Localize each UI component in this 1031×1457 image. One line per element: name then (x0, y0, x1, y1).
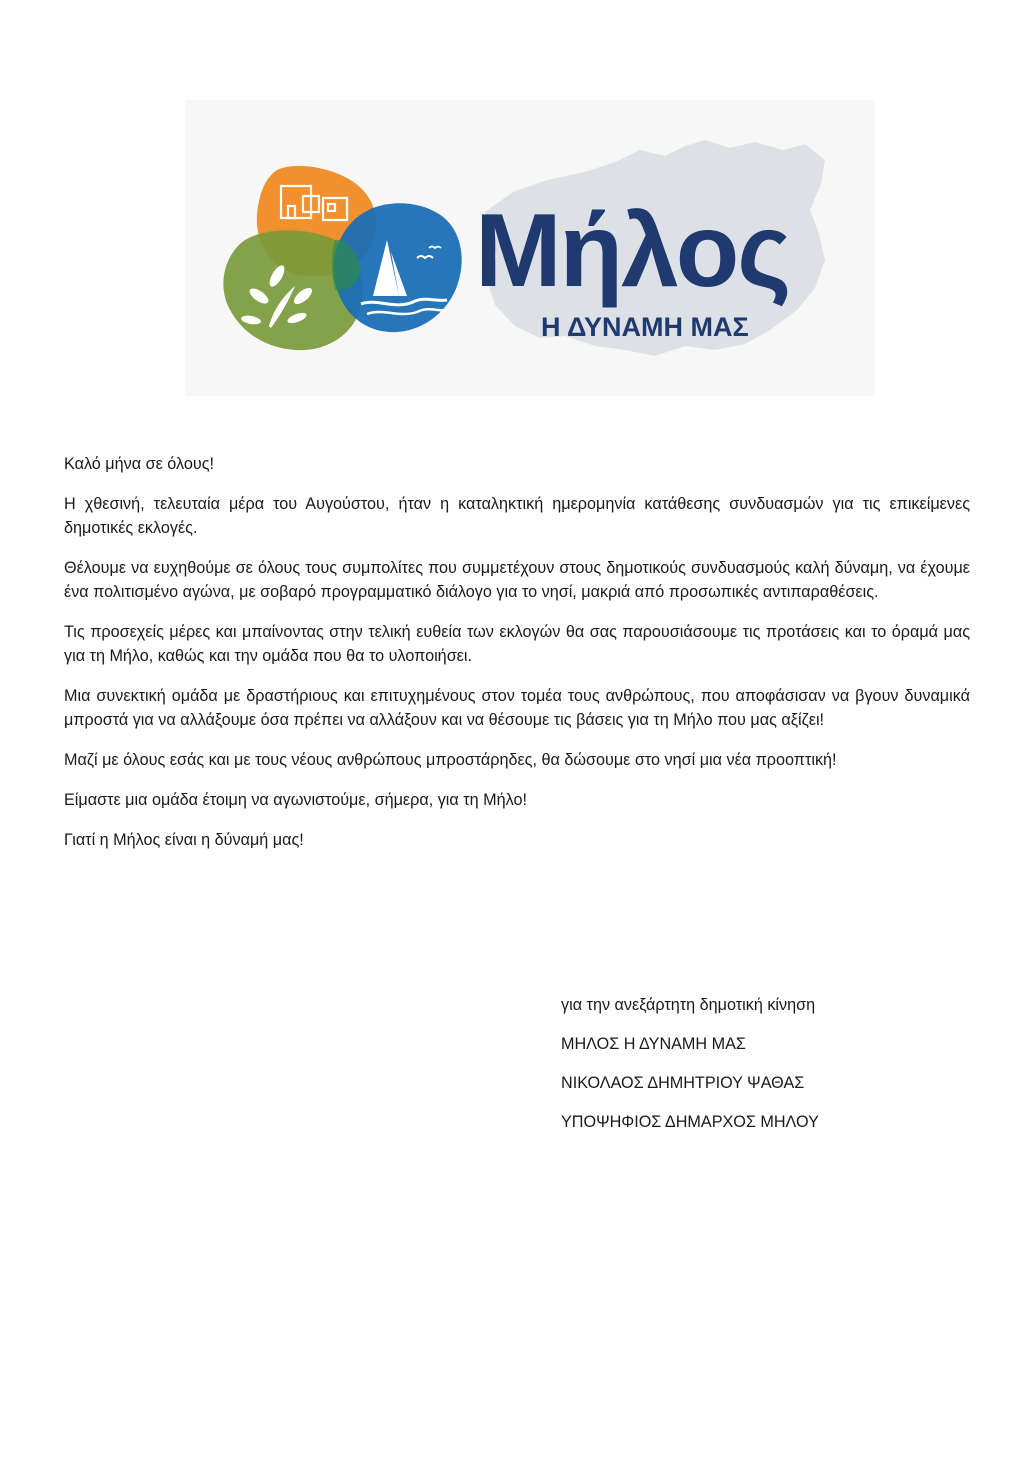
paragraph: Είμαστε μια ομάδα έτοιμη να αγωνιστούμε, σήμερα, για τη Μήλο! (64, 791, 527, 809)
paragraph: Μαζί με όλους εσάς και με τους νέους ανθρώπους μπροστάρηδες, θα δώσουμε στο νησί μια νέα προοπτική! (64, 751, 837, 769)
logo-tagline: Η ΔΥΝΑΜΗ ΜΑΣ (541, 312, 749, 342)
signature-line: ΝΙΚΟΛΑΟΣ ΔΗΜΗΤΡΙΟΥ ΨΑΘΑΣ (561, 1074, 805, 1092)
paragraph: Γιατί η Μήλος είναι η δύναμή μας! (64, 831, 304, 849)
paragraph: Μια συνεκτική ομάδα με δραστήριους και επιτυχημένους στον τομέα τους ανθρώπους, που αποφάσισαν να βγουν δυναμικά μπροστά για να αλλάξουμε όσα πρέπει να αλλάξουν και να θέσουμε τις βάσεις για τη Μήλο που μας αξίζει! (64, 687, 970, 729)
paragraph: Θέλουμε να ευχηθούμε σε όλους τους συμπολίτες που συμμετέχουν στους δημοτικούς συνδυασμούς καλή δύναμη, να έχουμε ένα πολιτισμένο αγώνα, με σοβαρό προγραμματικό διάλογο για το νησί, μακριά από προσωπικές αντιπαραθέσεις. (64, 559, 970, 601)
letter-body (64, 452, 970, 868)
paragraph: Η χθεσινή, τελευταία μέρα του Αυγούστου, ήταν η καταληκτική ημερομηνία κατάθεσης συνδυασμών για τις επικείμενες δημοτικές εκλογές. (64, 495, 970, 537)
paragraph: Τις προσεχείς μέρες και μπαίνοντας στην τελική ευθεία των εκλογών θα σας παρουσιάσουμε τις προτάσεις και το όραμά μας για τη Μήλο, καθώς και την ομάδα που θα το υλοποιήσει. (64, 623, 970, 665)
signature-line: ΜΗΛΟΣ Η ΔΥΝΑΜΗ ΜΑΣ (561, 1035, 746, 1053)
greeting: Καλό μήνα σε όλους! (64, 455, 214, 473)
signature-block (561, 993, 981, 1149)
logo-brand-name: Μήλος (475, 193, 790, 309)
signature-line: ΥΠΟΨΗΦΙΟΣ ΔΗΜΑΡΧΟΣ ΜΗΛΟΥ (561, 1113, 819, 1131)
campaign-logo (185, 100, 875, 396)
signature-line: για την ανεξάρτητη δημοτική κίνηση (561, 996, 816, 1014)
